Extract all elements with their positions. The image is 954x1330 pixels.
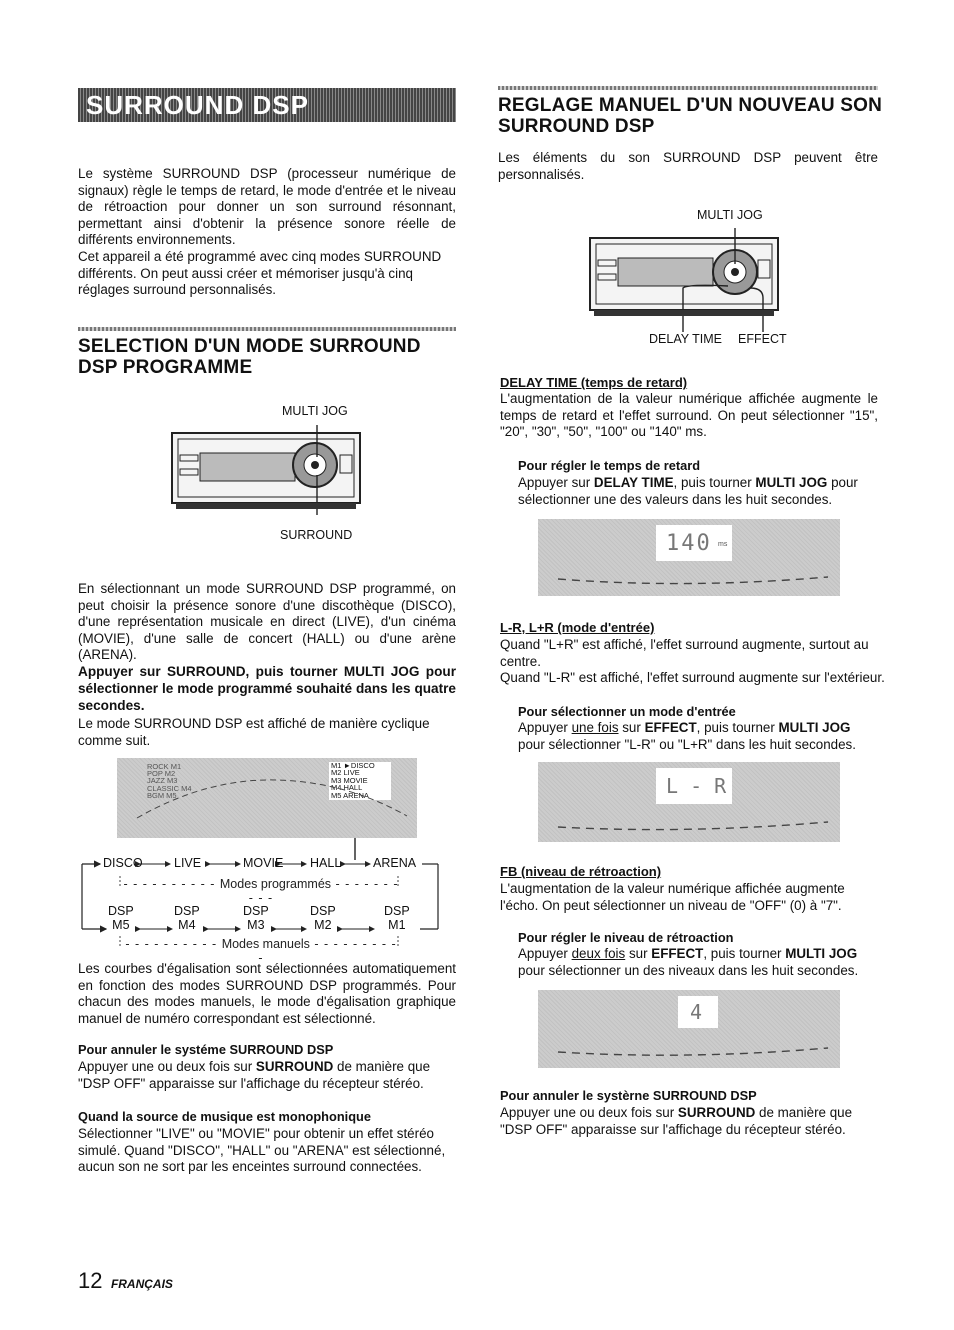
delay-subheading: Pour régler le temps de retard: [518, 458, 701, 473]
display-panel-input: [538, 762, 840, 842]
dsp-number: M4: [178, 918, 196, 932]
bold-span: DELAY TIME: [593, 475, 674, 490]
bold-span: SURROUND: [677, 1105, 756, 1120]
cancel-text-right: [500, 1105, 880, 1138]
display-curve: [117, 758, 417, 838]
cycle-dsp-m3: [243, 904, 269, 932]
fig1-surround-label: SURROUND: [280, 528, 353, 542]
page-number: 12: [78, 1268, 103, 1293]
display-left-item: JAZZ M3: [147, 776, 178, 786]
dsp-label: DSP: [384, 904, 410, 918]
cycle-programmed-label: - - - - - - - - - - Modes programmés - - - - - - - - - -: [123, 877, 399, 905]
display-right-item: M3 MOVIE: [331, 775, 368, 785]
cancel-heading-right: Pour annuler le systèrne SURROUND DSP: [500, 1088, 757, 1103]
page-language: FRANÇAIS: [110, 1277, 173, 1291]
lcd-delay-value: 140: [666, 531, 712, 556]
text-span: pour sélectionner "L-R" ou "L+R" dans les huit secondes.: [518, 736, 856, 752]
display-right-item: M5 ARENA: [331, 790, 369, 800]
lr-text-2: Quand "L-R" est affiché, l'effet surround augmente sur l'extérieur.: [500, 670, 885, 685]
text-span: , puis tourner: [673, 475, 756, 490]
dsp-number: M3: [247, 918, 265, 932]
dsp-label: DSP: [174, 904, 200, 918]
instruction-text: Le mode SURROUND DSP est affiché de manière cyclique comme suit.: [78, 716, 430, 748]
cycle-programmed-text: Modes programmés: [219, 877, 332, 891]
fb-heading: FB (niveau de rétroaction): [500, 864, 662, 879]
fig2-multi-jog-label: MULTI JOG: [697, 208, 763, 222]
text-span: de manière que "DSP OFF" apparaisse sur l'affichage du récepteur stéréo.: [500, 1105, 853, 1137]
bold-span: MULTI JOG: [785, 946, 858, 961]
lcd-input-value: L - R: [666, 774, 727, 798]
display-curve: [538, 519, 840, 596]
display-right-item: M2 LIVE: [331, 768, 360, 778]
display-panel-modes: [117, 758, 417, 838]
cycle-disco: DISCO: [103, 856, 143, 870]
cycle-manual-label: - - - - - - - - - - Modes manuels - - - - - - - - - -: [125, 937, 397, 965]
text-span: pour sélectionner un des niveaux dans les huit secondes.: [518, 962, 859, 978]
lr-subheading: Pour sélectionner un mode d'entrée: [518, 704, 736, 719]
delay-instruction: [518, 475, 878, 508]
cancel-heading-left: Pour annuler le systéme SURROUND DSP: [78, 1042, 334, 1057]
text-span: sur: [618, 720, 645, 735]
text-span: pour sélectionner une des valeurs dans les huit secondes.: [518, 475, 858, 507]
text-span: , puis tourner: [696, 720, 779, 735]
bold-span: MULTI JOG: [755, 475, 828, 490]
underline-span: une fois: [571, 720, 619, 735]
lr-text-1: Quand "L+R" est affiché, l'effet surround augmente, surtout au centre.: [500, 637, 869, 669]
text-span: Appuyer: [518, 946, 572, 961]
equalization-paragraph: Les courbes d'égalisation sont sélectionnées automatiquement en fonction des modes SURROUND DSP programmés. Pour chacun des modes manuels, le mode d'égalisation graphique manuel de numéro correspondant est sélectionné.: [78, 961, 456, 1026]
fb-subheading: Pour régler le niveau de rétroaction: [518, 930, 734, 945]
text-span: Appuyer sur: [518, 475, 594, 490]
text-span: Appuyer une ou deux fois sur: [78, 1059, 256, 1074]
intro-paragraph-1: Le système SURROUND DSP (processeur numérique de signaux) règle le temps de retard, le mode d'entrée et le niveau de rétroaction pour donner un son surround résonnant, permettant ainsi d'obtenir la présence sonore réelle de différents environnements.: [78, 166, 456, 248]
underline-span: deux fois: [571, 946, 626, 961]
right-section-title: REGLAGE MANUEL D'UN NOUVEAU SON SURROUND DSP: [498, 95, 883, 137]
cycle-live: LIVE: [174, 856, 202, 870]
display-curve: [538, 990, 840, 1068]
bold-span: MULTI JOG: [778, 720, 851, 735]
fb-instruction: [518, 946, 880, 979]
display-right-item: M1 ►DISCO: [331, 761, 375, 770]
lcd-delay-unit: ms: [718, 541, 728, 548]
display-panel-delay: [538, 519, 840, 596]
display-right-item: M4 HALL: [331, 783, 363, 793]
receiver-illustration-2: [588, 228, 783, 334]
cycle-dsp-m1: [384, 904, 410, 932]
cycle-dsp-m2: [310, 904, 336, 932]
dsp-label: DSP: [108, 904, 134, 918]
cancel-text-left: [78, 1059, 456, 1092]
fig1-multi-jog-label: MULTI JOG: [282, 404, 348, 418]
display-left-item: CLASSIC M4: [147, 783, 192, 793]
banner-title: SURROUND DSP: [86, 90, 309, 120]
fig2-delay-time-label: DELAY TIME: [649, 332, 722, 346]
cycle-manual-text: Modes manuels: [221, 937, 310, 951]
text-span: de manière que "DSP OFF" apparaisse sur l'affichage du récepteur stéréo.: [78, 1059, 431, 1091]
cycle-dsp-m5: [108, 904, 134, 932]
dsp-label: DSP: [310, 904, 336, 918]
bold-span: EFFECT: [644, 720, 697, 735]
fb-text: L'augmentation de la valeur numérique affichée augmente l'écho. On peut sélectionner un niveau de "OFF" (0) à "7".: [500, 881, 845, 913]
banner: [78, 88, 456, 122]
lr-heading: L-R, L+R (mode d'entrée): [500, 620, 655, 635]
dsp-number: M1: [388, 918, 406, 932]
display-curve: [538, 762, 840, 842]
mono-heading: Quand la source de musique est monophonique: [78, 1109, 371, 1124]
instruction-heading: Appuyer sur SURROUND, puis tourner MULTI JOG pour sélectionner le mode programmé souhaité dans les quatre secondes.: [78, 664, 456, 713]
section-title: SELECTION D'UN MODE SURROUND DSP PROGRAMME: [78, 336, 421, 378]
text-span: sur: [625, 946, 652, 961]
dsp-label: DSP: [243, 904, 269, 918]
display-left-item: BGM M5: [147, 790, 177, 800]
text-span: , puis tourner: [703, 946, 786, 961]
intro-paragraph-2: Cet appareil a été programmé avec cinq modes SURROUND différents. On peut aussi créer et mémoriser jusqu'à cinq réglages surround personnalisés.: [78, 249, 442, 298]
programmed-mode-paragraph: En sélectionnant un mode SURROUND DSP programmé, on peut choisir la présence sonore d'une discothèque (DISCO), d'une représentation musicale en direct (LIVE), d'un cinéma (MOVIE), d'une salle de concert (HALL) ou d'une arène (ARENA).: [78, 581, 456, 663]
cycle-hall: HALL: [310, 856, 342, 870]
page-footer: [78, 1268, 173, 1294]
cycle-arena: ARENA: [373, 856, 417, 870]
delay-heading: DELAY TIME (temps de retard): [500, 375, 688, 390]
right-intro: Les éléments du son SURROUND DSP peuvent être personnalisés.: [498, 150, 878, 182]
cycle-dsp-m4: [174, 904, 200, 932]
right-rule: [498, 86, 878, 90]
lr-instruction: [518, 720, 880, 753]
bold-span: EFFECT: [651, 946, 704, 961]
dsp-number: M5: [112, 918, 130, 932]
dsp-number: M2: [314, 918, 332, 932]
text-span: Appuyer une ou deux fois sur: [500, 1105, 678, 1120]
lcd-feedback-value: 4: [690, 1000, 703, 1024]
section-rule: [78, 327, 456, 331]
mono-text: Sélectionner "LIVE" ou "MOVIE" pour obtenir un effet stéréo simulé. Quand "DISCO", "HALL" ou "ARENA" est sélectionné, aucun son ne sort par les enceintes surround connectées.: [78, 1126, 446, 1175]
cycle-movie: MOVIE: [243, 856, 284, 870]
text-span: Appuyer: [518, 720, 572, 735]
display-left-item: ROCK M1: [147, 762, 182, 771]
bold-span: SURROUND: [255, 1059, 334, 1074]
delay-text: L'augmentation de la valeur numérique affichée augmente le temps de retard et l'effet surround. On peut sélectionner "15", "20", "30", "50", "100" ou "140" ms.: [500, 391, 878, 440]
fig2-effect-label: EFFECT: [738, 332, 787, 346]
receiver-illustration-1: [170, 425, 365, 515]
display-left-item: POP M2: [147, 769, 176, 779]
display-panel-feedback: [538, 990, 840, 1068]
